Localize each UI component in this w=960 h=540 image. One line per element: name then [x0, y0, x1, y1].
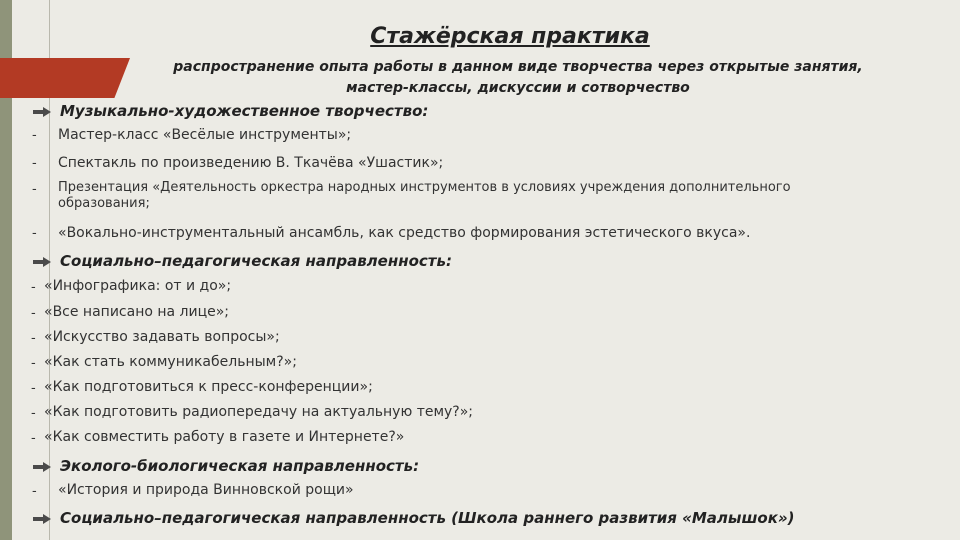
list-item: «Как подготовиться к пресс-конференции»;: [44, 379, 373, 395]
list-item: «Как стать коммуникабельным?»;: [44, 354, 297, 370]
list-item: «Вокально-инструментальный ансамбль, как средство формирования эстетического вкуса».: [58, 225, 751, 241]
dash: -: [31, 381, 36, 396]
arrow-icon: [33, 462, 51, 472]
arrow-icon: [33, 514, 51, 524]
section-heading-social: Социально–педагогическая направленность:: [60, 252, 452, 270]
dash: -: [32, 182, 37, 197]
list-item: «Как подготовить радиопередачу на актуальную тему?»;: [44, 404, 474, 420]
arrow-icon: [33, 257, 51, 267]
list-item: «Как совместить работу в газете и Интернете?»: [44, 429, 405, 445]
dash: -: [31, 280, 36, 295]
list-item: «Инфографика: от и до»;: [44, 278, 232, 294]
dash: -: [32, 156, 37, 171]
dash: -: [31, 306, 36, 321]
accent-ribbon: [0, 58, 130, 98]
section-heading-ecology: Эколого-биологическая направленность:: [60, 457, 420, 475]
dash: -: [31, 331, 36, 346]
dash: -: [32, 484, 37, 499]
slide-title: Стажёрская практика: [370, 24, 650, 49]
dash: -: [31, 406, 36, 421]
dash: -: [32, 128, 37, 143]
list-item: Мастер-класс «Весёлые инструменты»;: [58, 127, 352, 143]
list-item: «Искусство задавать вопросы»;: [44, 329, 280, 345]
dash: -: [32, 226, 37, 241]
slide-subtitle: распространение опыта работы в данном виде творчества через открытые занятия, мастер-классы, дискуссии и сотворчество: [173, 59, 863, 96]
list-item: Спектакль по произведению В. Ткачёва «Ушастик»;: [58, 155, 444, 171]
dash: -: [31, 431, 36, 446]
section-heading-early-school: Социально–педагогическая направленность (Школа раннего развития «Малышок»): [60, 509, 795, 527]
list-item: Презентация «Деятельность оркестра народных инструментов в условиях учреждения дополнительного образования;: [58, 180, 791, 211]
dash: -: [31, 356, 36, 371]
list-item: «Все написано на лице»;: [44, 304, 230, 320]
section-heading-music: Музыкально-художественное творчество:: [60, 102, 429, 120]
arrow-icon: [33, 107, 51, 117]
list-item: «История и природа Винновской рощи»: [58, 482, 354, 498]
